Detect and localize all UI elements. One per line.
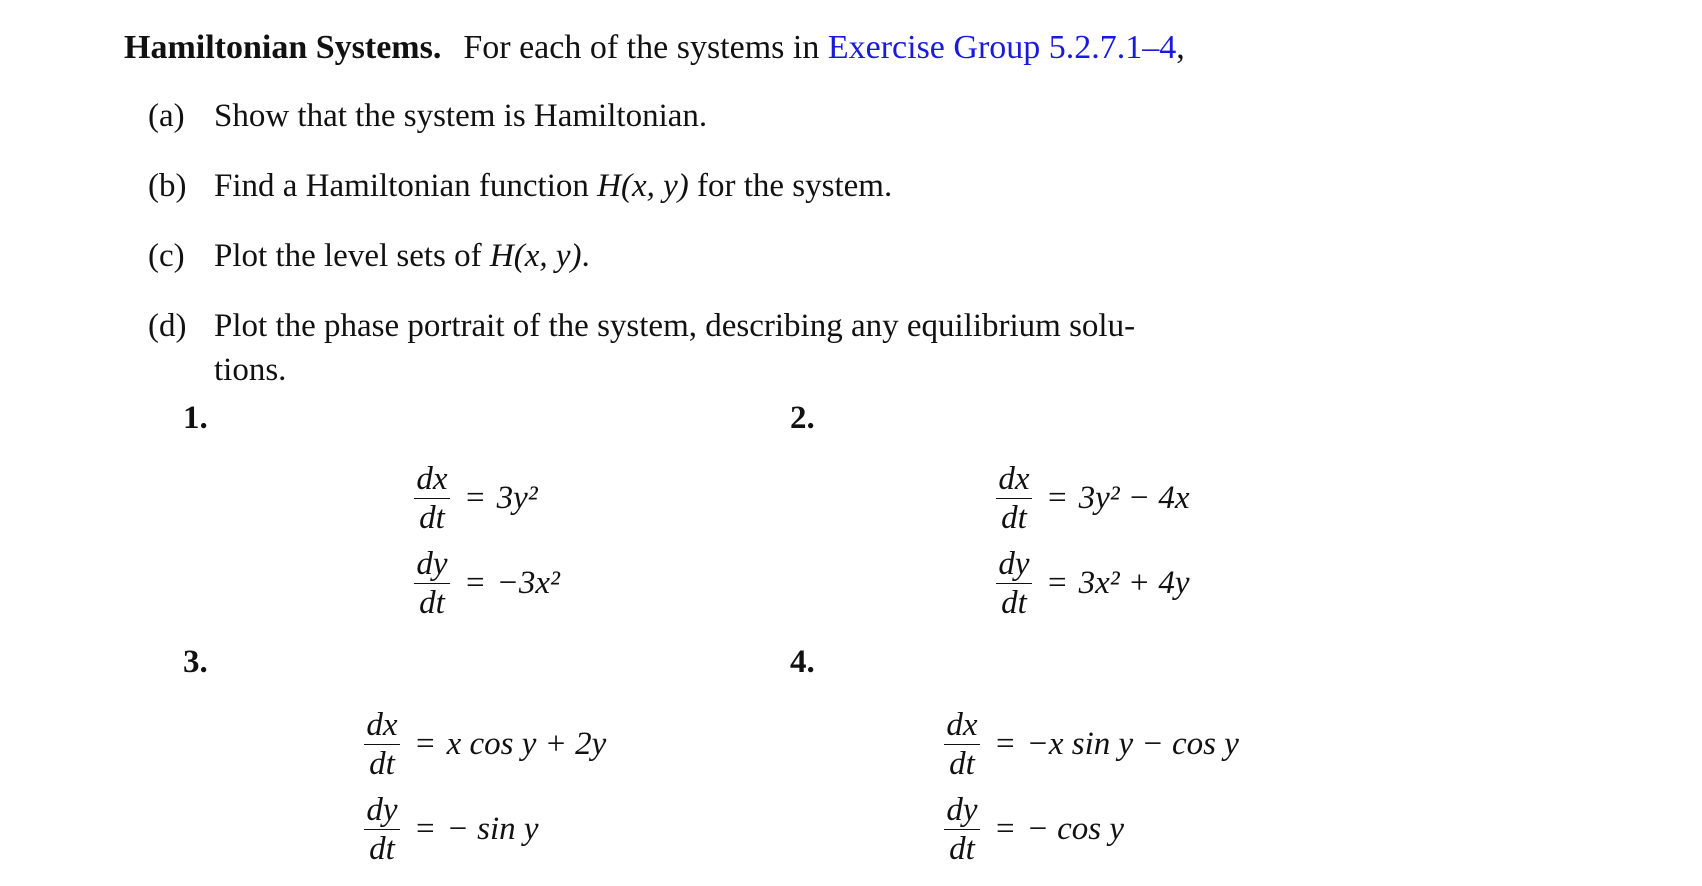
exercise-2-eq-dx: [994, 460, 1190, 537]
heading-intro: For each of the systems in: [463, 29, 820, 66]
heading-trail: ,: [1176, 29, 1185, 66]
part-d-line2: tions.: [214, 352, 287, 388]
exercise-4-dxdt-den: dt: [949, 746, 975, 782]
exercise-4-number: 4.: [790, 644, 815, 680]
exercise-3-dxdt-num: dx: [366, 707, 398, 743]
exercise-4-dydt-num: dy: [946, 792, 978, 828]
exercise-3-dydt: [362, 791, 402, 868]
exercise-1-dxdt-num: dx: [416, 461, 448, 497]
part-a-text: Show that the system is Hamiltonian.: [214, 98, 708, 134]
exercise-3-dydt-den: dt: [369, 831, 395, 867]
exercise-2-dydt: [994, 545, 1034, 622]
exercise-2-eq2-rhs: 3x² + 4y: [1078, 565, 1190, 601]
part-c-label: (c): [148, 238, 185, 274]
part-b: [148, 164, 892, 208]
exercise-1-eq-dx: [412, 460, 560, 537]
exercise-3-eq2-rhs: − sin y: [446, 811, 539, 847]
exercise-4-eq1-rhs: −x sin y − cos y: [1026, 726, 1239, 762]
exercise-2-dydt-den: dt: [1001, 585, 1027, 621]
exercise-4-dydt: [942, 791, 982, 868]
exercise-2-dxdt-den: dt: [1001, 500, 1027, 536]
part-b-text-after: for the system.: [696, 168, 893, 204]
exercise-1-eq1-equals: =: [466, 480, 485, 516]
part-c-text-after: .: [581, 238, 590, 274]
exercise-2-dydt-num: dy: [998, 546, 1030, 582]
exercise-3-eq2-equals: =: [416, 811, 435, 847]
part-b-func: H: [597, 168, 621, 204]
exercise-1-dydt-den: dt: [419, 585, 445, 621]
exercise-3-dxdt: [362, 706, 402, 783]
exercise-2-equations: [994, 460, 1190, 622]
exercise-4-eq1-equals: =: [996, 726, 1015, 762]
exercise-4-eq2-equals: =: [996, 811, 1015, 847]
exercise-1-equations: [412, 460, 560, 622]
part-b-text-before: Find a Hamiltonian function: [214, 168, 589, 204]
exercise-2-eq1-rhs: 3y² − 4x: [1078, 480, 1190, 516]
exercise-4-eq2-rhs: − cos y: [1026, 811, 1125, 847]
exercise-2-number: 2.: [790, 400, 815, 436]
exercise-1-dydt: [412, 545, 452, 622]
exercise-2-eq-dy: [994, 545, 1190, 622]
part-c: [148, 234, 590, 278]
part-b-args: (x, y): [620, 168, 689, 204]
exercise-2-dxdt-num: dx: [998, 461, 1030, 497]
exercise-1-eq2-equals: =: [466, 565, 485, 601]
exercise-4-dydt-den: dt: [949, 831, 975, 867]
exercise-1-number: 1.: [183, 400, 208, 436]
part-c-func: H: [489, 238, 514, 274]
exercise-1-dydt-num: dy: [416, 546, 448, 582]
exercise-2-eq2-equals: =: [1048, 565, 1067, 601]
exercise-2-dxdt: [994, 460, 1034, 537]
part-c-text-before: Plot the level sets of: [214, 238, 482, 274]
exercise-1-dxdt-den: dt: [419, 500, 445, 536]
exercise-3-eq-dx: [362, 706, 606, 783]
part-d-line1: Plot the phase portrait of the system, describing any equilibrium solu-: [214, 308, 1136, 344]
exercise-3-dydt-num: dy: [366, 792, 398, 828]
exercise-4-dxdt: [942, 706, 982, 783]
exercise-2-eq1-equals: =: [1048, 480, 1067, 516]
part-d-continuation: [214, 348, 286, 392]
part-d-label: (d): [148, 308, 187, 344]
exercise-4-eq-dy: [942, 791, 1239, 868]
exercise-3-eq-dy: [362, 791, 606, 868]
exercise-4-equations: [942, 706, 1239, 868]
part-b-label: (b): [148, 168, 187, 204]
exercise-group-link[interactable]: Exercise Group 5.2.7.1–4: [827, 29, 1177, 66]
part-c-args: (x, y): [513, 238, 582, 274]
exercise-heading: [124, 24, 1185, 72]
exercise-1-eq1-rhs: 3y²: [496, 480, 538, 516]
part-d: [148, 304, 1135, 348]
exercise-3-equations: [362, 706, 606, 868]
exercise-1-eq2-rhs: −3x²: [496, 565, 560, 601]
part-a: [148, 94, 707, 138]
exercise-1-dxdt: [412, 460, 452, 537]
exercise-4-eq-dx: [942, 706, 1239, 783]
exercise-1-eq-dy: [412, 545, 560, 622]
heading-title: Hamiltonian Systems.: [124, 29, 442, 66]
exercise-3-eq1-equals: =: [416, 726, 435, 762]
exercise-3-number: 3.: [183, 644, 208, 680]
exercise-3-dxdt-den: dt: [369, 746, 395, 782]
exercise-3-eq1-rhs: x cos y + 2y: [446, 726, 607, 762]
exercise-4-dxdt-num: dx: [946, 707, 978, 743]
part-a-label: (a): [148, 98, 185, 134]
